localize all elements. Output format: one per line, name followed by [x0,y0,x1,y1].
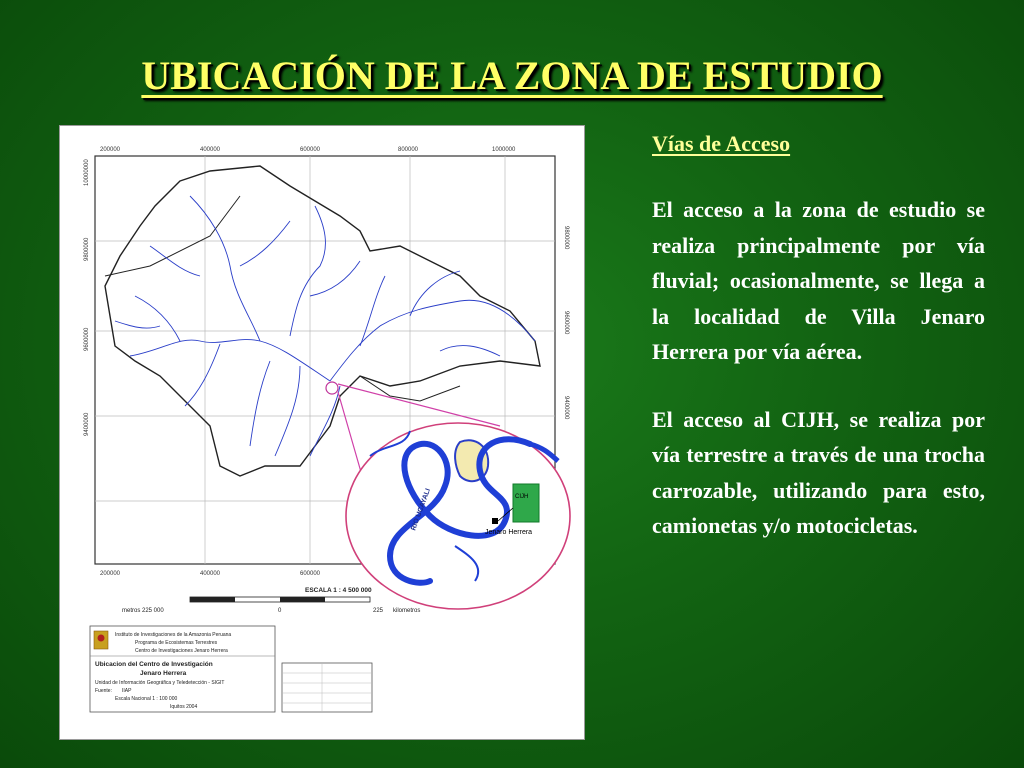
scale-bar-segment [190,597,235,602]
map-reference-box [282,663,372,712]
legend-center: Centro de Investigaciones Jenaro Herrera [135,648,228,654]
legend-source: IIAP [122,688,132,694]
right-tick: 9400000 [563,396,569,420]
scale-right-unit: kilometros [393,608,421,614]
bottom-tick: 400000 [200,571,221,577]
scale-bar-segment [280,597,325,602]
legend-title-1: Ubicacion del Centro de Investigación [95,661,213,668]
scale-left-label: metros 225 000 [122,608,164,614]
legend-scale: Escala Nacional 1 : 100 000 [115,696,178,702]
left-tick: 10000000 [84,159,90,186]
access-text-column [652,128,985,576]
top-tick: 400000 [200,147,221,153]
location-map [60,126,584,739]
left-tick: 9400000 [84,412,90,436]
legend-program: Programa de Ecosistemas Terrestres [135,640,218,646]
iiap-logo [94,631,108,649]
top-tick: 800000 [398,147,419,153]
slide-title: UBICACIÓN DE LA ZONA DE ESTUDIO [141,53,883,98]
location-map-drawing [60,126,584,739]
inset-locality-label: Jenaro Herrera [485,529,533,536]
paragraph-road-access: El acceso al CIJH, se realiza por vía terrestre a través de una trocha carrozable, utilizando para esto, camionetas y/o motocicletas. [652,406,985,538]
scale-label: ESCALA 1 : 4 500 000 [305,587,372,594]
right-tick: 9600000 [563,311,569,335]
bottom-tick: 600000 [300,571,321,577]
legend-unit: Unidad de Información Geográfica y Teledetección - SIGIT [95,680,225,686]
inset-river-label: RIO UCAYALI [410,487,433,532]
cijh-zone [513,484,539,522]
inset-cijh-label: CIJH [515,494,529,500]
paragraph-fluvial-access: El acceso a la zona de estudio se realiza principalmente por vía fluvial; ocasionalmente, se llega a la localidad de Villa Jenaro Herrera por vía aérea. [652,197,985,364]
section-heading: Vías de Acceso [652,131,791,156]
locality-marker [492,518,498,524]
bottom-tick: 200000 [100,571,121,577]
top-tick: 200000 [100,147,121,153]
left-tick: 9600000 [84,327,90,351]
legend-institute: Instituto de Investigaciones de la Amazonia Peruana [115,632,232,638]
scale-right-value: 225 [373,608,384,614]
legend-date: Iquitos 2004 [170,704,198,710]
right-tick: 9800000 [563,226,569,250]
top-tick: 600000 [300,147,321,153]
legend-title-2: Jenaro Herrera [140,670,187,677]
scale-zero-label: 0 [278,608,282,614]
left-tick: 9800000 [84,237,90,261]
top-tick: 1000000 [492,147,516,153]
legend-source-label: Fuente: [95,688,112,694]
